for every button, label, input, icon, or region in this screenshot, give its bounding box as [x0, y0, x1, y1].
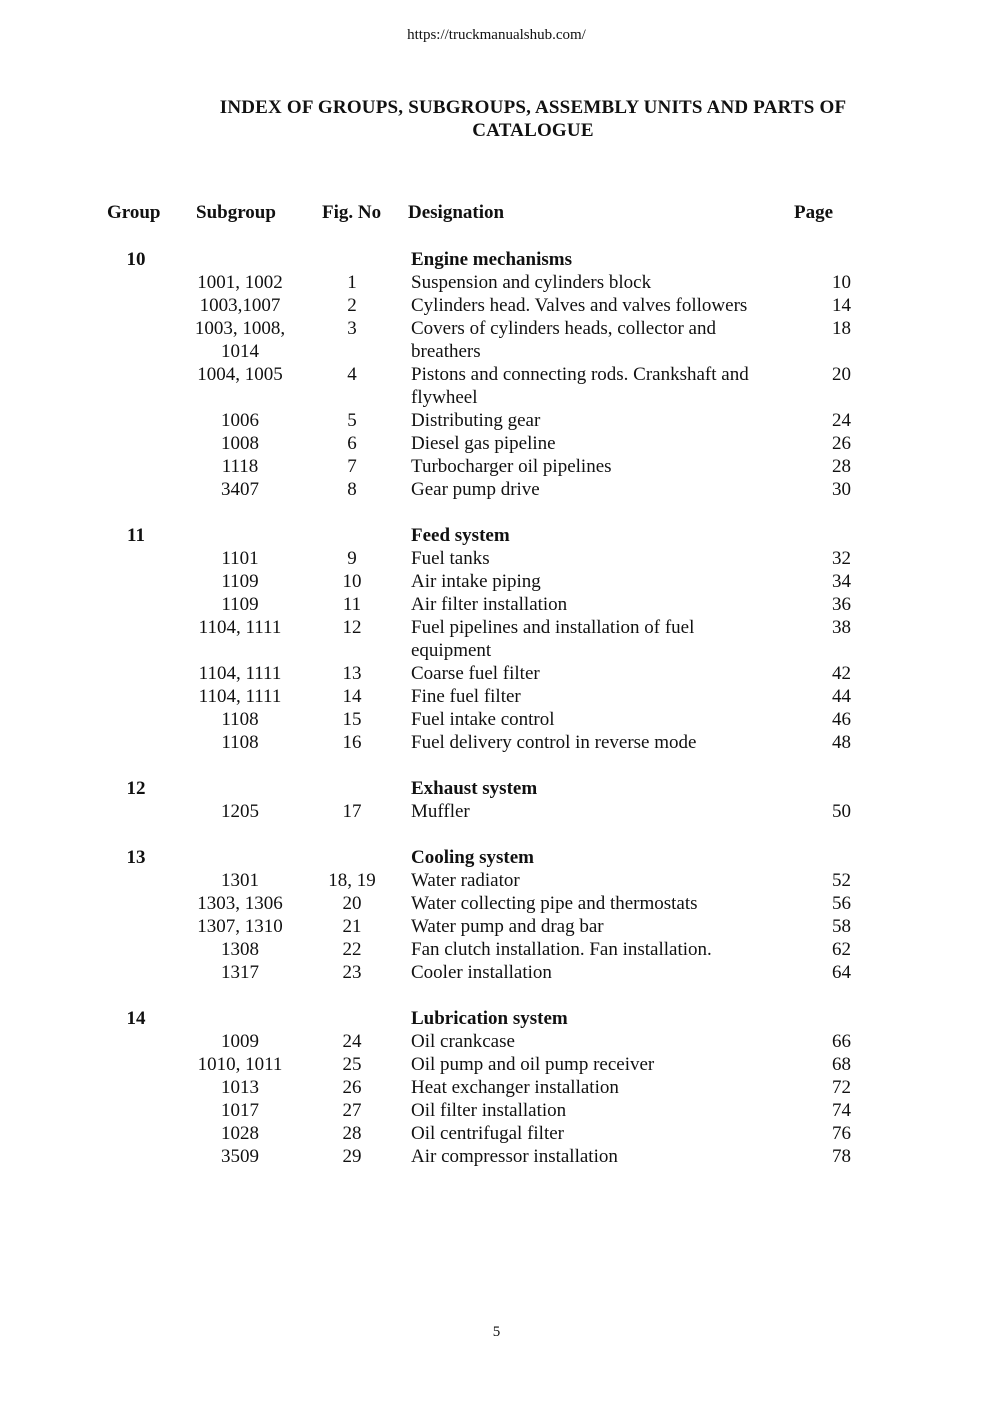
designation-cell: Cooler installation: [411, 962, 552, 983]
page-cell: 76: [832, 1123, 851, 1144]
subgroup-cell: 1010, 1011: [197, 1054, 283, 1075]
fig-no-cell: 13: [342, 663, 362, 684]
designation-cell: breathers: [411, 341, 481, 362]
page-cell: 50: [832, 801, 851, 822]
subgroup-cell: 1003, 1008,: [194, 318, 286, 339]
fig-no-cell: 26: [342, 1077, 362, 1098]
page-cell: 66: [832, 1031, 851, 1052]
designation-cell: Water radiator: [411, 870, 520, 891]
fig-no-cell: 18, 19: [328, 870, 376, 891]
designation-cell: Water collecting pipe and thermostats: [411, 893, 698, 914]
subgroup-cell: 1008: [221, 433, 259, 454]
subgroup-cell: 1017: [221, 1100, 259, 1121]
page-cell: 58: [832, 916, 851, 937]
designation-cell: Fuel pipelines and installation of fuel: [411, 617, 695, 638]
designation-cell: Fuel tanks: [411, 548, 490, 569]
designation-cell: Turbocharger oil pipelines: [411, 456, 612, 477]
subgroup-cell: 1108: [221, 732, 259, 753]
fig-no-cell: 6: [347, 433, 357, 454]
fig-no-cell: 9: [347, 548, 357, 569]
subgroup-cell: 3407: [221, 479, 259, 500]
designation-cell: Air compressor installation: [411, 1146, 618, 1167]
page-cell: 56: [832, 893, 851, 914]
fig-no-cell: 23: [342, 962, 362, 983]
page-cell: 42: [832, 663, 851, 684]
subgroup-cell: 1028: [221, 1123, 259, 1144]
designation-cell: Water pump and drag bar: [411, 916, 604, 937]
designation-cell: Gear pump drive: [411, 479, 540, 500]
subgroup-cell: 1308: [221, 939, 259, 960]
fig-no-cell: 16: [342, 732, 362, 753]
page-title-line-2: CATALOGUE: [472, 120, 594, 141]
designation-cell: Pistons and connecting rods. Crankshaft and: [411, 364, 749, 385]
subgroup-cell: 1013: [221, 1077, 259, 1098]
fig-no-cell: 29: [342, 1146, 362, 1167]
fig-no-cell: 3: [347, 318, 357, 339]
page-cell: 34: [832, 571, 851, 592]
fig-no-cell: 17: [342, 801, 362, 822]
subgroup-cell: 1001, 1002: [197, 272, 283, 293]
subgroup-cell: 1006: [221, 410, 259, 431]
page-cell: 44: [832, 686, 851, 707]
designation-cell: Suspension and cylinders block: [411, 272, 652, 293]
group-title: Feed system: [411, 525, 510, 546]
group-number: 11: [127, 525, 145, 546]
subgroup-cell: 1109: [221, 594, 259, 615]
subgroup-cell: 1101: [221, 548, 259, 569]
designation-cell: Cylinders head. Valves and valves followers: [411, 295, 748, 316]
subgroup-cell: 1003,1007: [199, 295, 281, 316]
page-cell: 64: [832, 962, 851, 983]
fig-no-cell: 21: [342, 916, 362, 937]
designation-cell: Diesel gas pipeline: [411, 433, 556, 454]
subgroup-cell: 1104, 1111: [198, 686, 282, 707]
designation-cell: Air intake piping: [411, 571, 541, 592]
designation-cell: Fine fuel filter: [411, 686, 521, 707]
column-header-designation: Designation: [408, 202, 505, 223]
fig-no-cell: 5: [347, 410, 357, 431]
designation-cell: equipment: [411, 640, 492, 661]
subgroup-cell: 1307, 1310: [197, 916, 283, 937]
column-header-group: Group: [107, 202, 161, 223]
fig-no-cell: 28: [342, 1123, 362, 1144]
fig-no-cell: 2: [347, 295, 357, 316]
fig-no-cell: 14: [342, 686, 362, 707]
fig-no-cell: 11: [342, 594, 362, 615]
page-cell: 48: [832, 732, 851, 753]
designation-cell: Oil crankcase: [411, 1031, 515, 1052]
subgroup-cell: 1004, 1005: [197, 364, 283, 385]
designation-cell: flywheel: [411, 387, 478, 408]
fig-no-cell: 8: [347, 479, 357, 500]
column-header-fig-no: Fig. No: [322, 202, 382, 223]
subgroup-cell: 1109: [221, 571, 259, 592]
page-title-line-1: INDEX OF GROUPS, SUBGROUPS, ASSEMBLY UNITS AND PARTS OF: [219, 97, 847, 118]
subgroup-cell: 1014: [221, 341, 259, 362]
group-number: 10: [126, 249, 146, 270]
page-cell: 38: [832, 617, 851, 638]
subgroup-cell: 1301: [221, 870, 259, 891]
subgroup-cell: 1104, 1111: [198, 663, 282, 684]
designation-cell: Air filter installation: [411, 594, 568, 615]
designation-cell: Covers of cylinders heads, collector and: [411, 318, 716, 339]
fig-no-cell: 24: [342, 1031, 362, 1052]
fig-no-cell: 10: [342, 571, 362, 592]
page-cell: 52: [832, 870, 851, 891]
designation-cell: Fan clutch installation. Fan installation.: [411, 939, 712, 960]
page-number: 5: [492, 1324, 501, 1340]
fig-no-cell: 27: [342, 1100, 362, 1121]
designation-cell: Coarse fuel filter: [411, 663, 540, 684]
page-cell: 10: [832, 272, 851, 293]
fig-no-cell: 7: [347, 456, 357, 477]
fig-no-cell: 15: [342, 709, 362, 730]
designation-cell: Heat exchanger installation: [411, 1077, 619, 1098]
column-header-page: Page: [794, 202, 834, 223]
designation-cell: Oil centrifugal filter: [411, 1123, 564, 1144]
designation-cell: Muffler: [411, 801, 470, 822]
group-title: Exhaust system: [411, 778, 538, 799]
subgroup-cell: 1317: [221, 962, 259, 983]
group-title: Cooling system: [411, 847, 534, 868]
subgroup-cell: 1104, 1111: [198, 617, 282, 638]
header-url: https://truckmanualshub.com/: [407, 27, 586, 43]
subgroup-cell: 1118: [221, 456, 259, 477]
fig-no-cell: 20: [342, 893, 362, 914]
page-cell: 20: [832, 364, 851, 385]
page-cell: 14: [832, 295, 851, 316]
page-cell: 24: [832, 410, 851, 431]
page-cell: 74: [832, 1100, 851, 1121]
designation-cell: Fuel intake control: [411, 709, 555, 730]
subgroup-cell: 1108: [221, 709, 259, 730]
page-cell: 26: [832, 433, 851, 454]
subgroup-cell: 3509: [221, 1146, 259, 1167]
fig-no-cell: 22: [342, 939, 362, 960]
designation-cell: Distributing gear: [411, 410, 541, 431]
page-cell: 18: [832, 318, 851, 339]
page-cell: 72: [832, 1077, 851, 1098]
group-number: 14: [126, 1008, 146, 1029]
page-cell: 28: [832, 456, 851, 477]
page-cell: 78: [832, 1146, 851, 1167]
fig-no-cell: 1: [347, 272, 357, 293]
group-number: 13: [126, 847, 146, 868]
designation-cell: Fuel delivery control in reverse mode: [411, 732, 697, 753]
group-number: 12: [126, 778, 146, 799]
page-cell: 32: [832, 548, 851, 569]
page-cell: 68: [832, 1054, 851, 1075]
designation-cell: Oil pump and oil pump receiver: [411, 1054, 655, 1075]
group-title: Lubrication system: [411, 1008, 568, 1029]
subgroup-cell: 1009: [221, 1031, 259, 1052]
subgroup-cell: 1303, 1306: [197, 893, 283, 914]
subgroup-cell: 1205: [221, 801, 259, 822]
page-cell: 30: [832, 479, 851, 500]
designation-cell: Oil filter installation: [411, 1100, 567, 1121]
page-cell: 62: [832, 939, 851, 960]
fig-no-cell: 4: [347, 364, 357, 385]
page-cell: 36: [832, 594, 851, 615]
fig-no-cell: 25: [342, 1054, 362, 1075]
column-header-subgroup: Subgroup: [196, 202, 276, 223]
group-title: Engine mechanisms: [411, 249, 572, 270]
fig-no-cell: 12: [342, 617, 362, 638]
page-cell: 46: [832, 709, 851, 730]
